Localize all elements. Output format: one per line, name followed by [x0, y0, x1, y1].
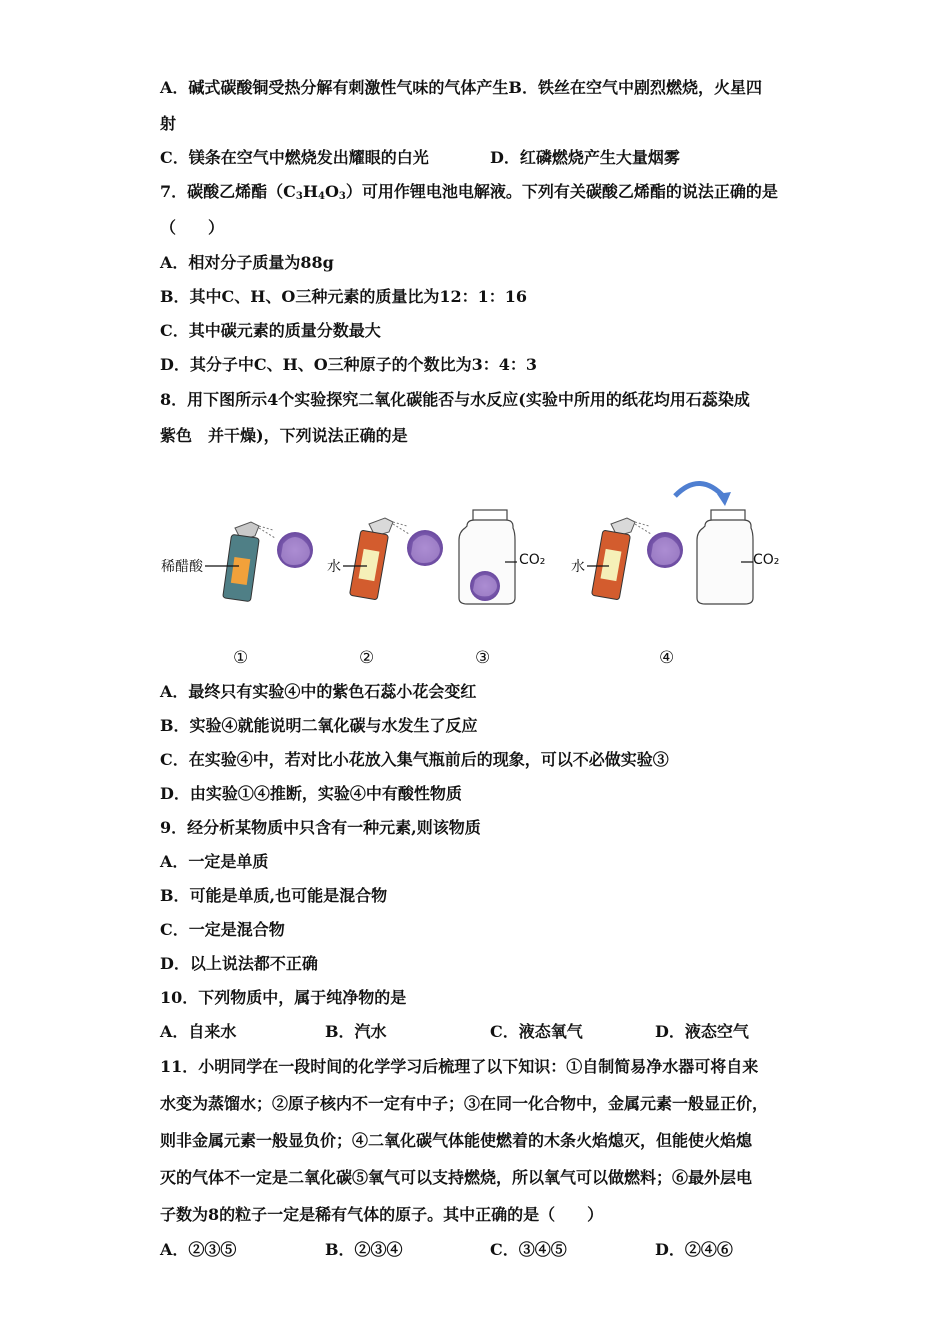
q6-option-c[interactable]: C．镁条在空气中燃烧发出耀眼的白光	[160, 148, 429, 167]
label-co2-jar4: CO₂	[753, 552, 780, 568]
gas-jar-3	[459, 510, 517, 604]
experiment-number-4: ④	[659, 648, 675, 668]
q11-stem-line2: 水变为蒸馏水；②原子核内不一定有中子；③在同一化合物中，金属元素一般显正价，	[160, 1094, 769, 1113]
curved-arrow-icon	[675, 483, 731, 506]
q7-stem-o: O	[324, 182, 339, 201]
label-co2-jar3: CO₂	[519, 552, 546, 568]
q7-stem	[160, 182, 778, 207]
q11-stem-line3: 则非金属元素一般显负价；④二氧化碳气体能使燃着的木条火焰熄灭，但能使火焰熄	[160, 1131, 753, 1150]
q9-option-a[interactable]: A．一定是单质	[160, 852, 269, 871]
label-dilute-acetic-acid: 稀醋酸	[161, 559, 203, 575]
q6-options-ab	[160, 78, 762, 98]
q11-option-a[interactable]: A．②③⑤	[160, 1240, 237, 1259]
flower-2	[407, 530, 443, 566]
q7-stem-h: H	[302, 182, 318, 201]
gas-jar-4	[697, 510, 753, 604]
experiment-number-3: ③	[475, 648, 491, 668]
q7-option-b[interactable]: B．其中C、H、O三种元素的质量比为12：1：16	[160, 287, 527, 306]
q7-option-a[interactable]: A．相对分子质量为88g	[160, 253, 334, 272]
experiment-number-1: ①	[233, 648, 249, 668]
q8-stem-line1: 8．用下图所示4个实验探究二氧化碳能否与水反应(实验中所用的纸花均用石蕊染成	[160, 390, 750, 409]
q7-sub-h: 4	[317, 191, 325, 202]
q10-option-a[interactable]: A．自来水	[160, 1022, 237, 1041]
experiment-number-2: ②	[359, 648, 375, 668]
q7-stem-pre: 7．碳酸乙烯酯（C	[160, 182, 296, 201]
q9-option-d[interactable]: D．以上说法都不正确	[160, 954, 318, 973]
q11-option-c[interactable]: C．③④⑤	[490, 1240, 567, 1259]
sprayer-1	[205, 522, 275, 602]
q10-stem: 10．下列物质中，属于纯净物的是	[160, 988, 407, 1007]
flower-1	[277, 532, 313, 568]
q9-option-c[interactable]: C．一定是混合物	[160, 920, 285, 939]
q9-stem: 9．经分析某物质中只含有一种元素,则该物质	[160, 818, 481, 837]
q10-option-d[interactable]: D．液态空气	[655, 1022, 749, 1041]
q7-stem-post: ）可用作锂电池电解液。下列有关碳酸乙烯酯的说法正确的是	[345, 182, 778, 201]
experiment-illustration	[155, 470, 795, 670]
q7-sub-c: 3	[295, 191, 303, 202]
q7-option-c[interactable]: C．其中碳元素的质量分数最大	[160, 321, 381, 340]
q10-option-b[interactable]: B．汽水	[325, 1022, 387, 1041]
label-water-1: 水	[327, 559, 341, 575]
q9-option-b[interactable]: B．可能是单质,也可能是混合物	[160, 886, 388, 905]
q8-option-b[interactable]: B．实验④就能说明二氧化碳与水发生了反应	[160, 716, 478, 735]
q8-option-d[interactable]: D．由实验①④推断，实验④中有酸性物质	[160, 784, 462, 803]
label-water-2: 水	[571, 559, 585, 575]
q11-option-b[interactable]: B．②③④	[325, 1240, 403, 1259]
q8-option-a[interactable]: A．最终只有实验④中的紫色石蕊小花会变红	[160, 682, 477, 701]
q7-option-d[interactable]: D．其分子中C、H、O三种原子的个数比为3：4：3	[160, 355, 538, 374]
sprayer-2	[343, 518, 409, 600]
q8-experiment-figure	[155, 470, 795, 670]
q6-option-b-cont: 射	[160, 114, 177, 133]
q7-answer-paren: （ ）	[160, 218, 225, 237]
q7-sub-o: 3	[338, 191, 346, 202]
q8-option-c[interactable]: C．在实验④中，若对比小花放入集气瓶前后的现象，可以不必做实验③	[160, 750, 669, 769]
q6-option-a[interactable]: A．碱式碳酸铜受热分解有刺激性气味的气体产生	[160, 78, 509, 97]
q11-option-d[interactable]: D．②④⑥	[655, 1240, 733, 1259]
q11-stem-line5: 子数为8的粒子一定是稀有气体的原子。其中正确的是（ ）	[160, 1205, 604, 1224]
q6-option-d[interactable]: D．红磷燃烧产生大量烟雾	[490, 148, 680, 167]
q8-stem-line2: 紫色 并干燥)，下列说法正确的是	[160, 426, 408, 445]
q10-option-c[interactable]: C．液态氧气	[490, 1022, 583, 1041]
q11-stem-line1: 11．小明同学在一段时间的化学学习后梳理了以下知识：①自制简易净水器可将自来	[160, 1057, 759, 1076]
flower-4	[647, 532, 683, 568]
q6-option-b[interactable]: B．铁丝在空气中剧烈燃烧，火星四	[508, 78, 762, 97]
q11-stem-line4: 灭的气体不一定是二氧化碳⑤氧气可以支持燃烧，所以氧气可以做燃料；⑥最外层电	[160, 1168, 753, 1187]
sprayer-4	[587, 518, 651, 600]
